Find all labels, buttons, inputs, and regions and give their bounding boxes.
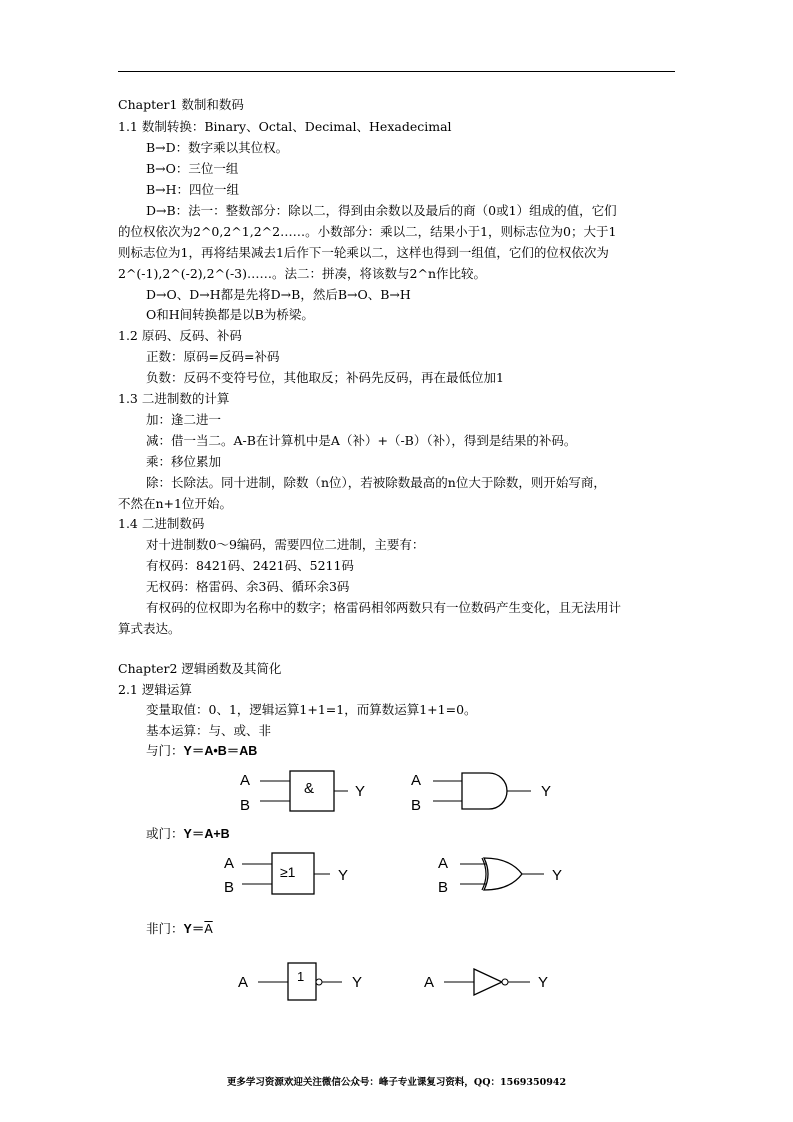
sub-line: 减：借一当二。A-B在计算机中是A（补）+（-B）（补），得到是结果的补码。 (146, 433, 577, 448)
unweighted-code-line: 无权码：格雷码、余3码、循环余3码 (146, 579, 350, 594)
section-1-3-heading: 1.3 二进制数的计算 (118, 391, 230, 406)
or-gate-expression: Y＝A+B (183, 827, 230, 841)
section-1-1-heading: 1.1 数制转换：Binary、Octal、Decimal、Hexadecimal (118, 119, 452, 134)
section-1-4-heading: 1.4 二进制数码 (118, 516, 205, 531)
and-gate-label: 与门： (146, 743, 184, 758)
header-rule (118, 71, 675, 72)
note-line-1: 有权码的位权即为名称中的数字；格雷码相邻两数只有一位数码产生变化，且无法用计 (146, 600, 622, 615)
add-line: 加：逢二进一 (146, 412, 222, 427)
or-gate-rect-symbol (218, 850, 368, 900)
and-rect-symbol-text: & (304, 780, 315, 797)
not-gate-distinctive-symbol (418, 960, 568, 1004)
and-gate-line (146, 743, 257, 759)
or-rect-symbol-text: ≥1 (280, 864, 296, 880)
or-gate-label: 或门： (146, 826, 184, 841)
not-gate-expression-prefix: Y＝ (183, 922, 205, 936)
not-rect-symbol-text: 1 (297, 969, 305, 984)
not-gate-rect-symbol (232, 960, 382, 1004)
basic-ops-line: 基本运算：与、或、非 (146, 723, 272, 738)
and-gate-expression: Y＝A•B＝AB (183, 744, 258, 758)
d-to-b-line-4: 2^(-1),2^(-2),2^(-3)……。法二：拼凑，将该数与2^n作比较。 (118, 266, 486, 281)
and-dist-input-b: B (411, 797, 422, 814)
weighted-code-line: 有权码：8421码、2421码、5211码 (146, 558, 354, 573)
or-dist-input-a: A (438, 855, 449, 872)
or-rect-output-y: Y (338, 867, 349, 884)
not-rect-output-y: Y (352, 974, 363, 991)
or-dist-output-y: Y (552, 867, 563, 884)
mul-line: 乘：移位累加 (146, 454, 222, 469)
chapter1-title: Chapter1 数制和数码 (118, 97, 244, 112)
not-dist-output-y: Y (538, 974, 549, 991)
not-gate-label: 非门： (146, 921, 184, 936)
or-dist-input-b: B (438, 879, 449, 896)
and-dist-output-y: Y (541, 783, 552, 800)
values-line: 变量取值：0、1，逻辑运算1+1=1，而算数运算1+1=0。 (146, 702, 477, 717)
and-rect-input-b: B (240, 797, 251, 814)
footer-text: 更多学习资源欢迎关注微信公众号：峰子专业课复习资料，QQ：1569350942 (226, 1077, 567, 1088)
d-to-b-line-2: 的位权依次为2^0,2^1,2^2……。小数部分：乘以二，结果小于1，则标志位为0；大于1 (118, 224, 617, 239)
not-dist-input-a: A (424, 974, 435, 991)
b-to-h-line: B→H：四位一组 (146, 182, 240, 197)
and-gate-distinctive-symbol (405, 768, 565, 816)
note-line-2: 算式表达。 (118, 621, 181, 636)
d-to-b-line-3: 则标志位为1，再将结果减去1后作下一轮乘以二，这样也得到一组值，它们的位权依次为 (118, 245, 609, 260)
positive-line: 正数：原码=反码=补码 (146, 349, 280, 364)
or-rect-input-b: B (224, 879, 235, 896)
and-dist-input-a: A (411, 772, 422, 789)
or-gate-line (146, 826, 230, 842)
b-to-d-line: B→D：数字乘以其位权。 (146, 140, 289, 155)
not-gate-line (146, 921, 213, 937)
and-rect-input-a: A (240, 772, 251, 789)
div-line-1: 除：长除法。同十进制，除数（n位），若被除数最高的n位大于除数，则开始写商， (146, 475, 606, 490)
div-line-2: 不然在n+1位开始。 (118, 496, 232, 511)
o-h-bridge-line: O和H间转换都是以B为桥梁。 (146, 307, 314, 322)
bcd-intro-line: 对十进制数0～9编码，需要四位二进制，主要有： (146, 537, 425, 552)
chapter2-title: Chapter2 逻辑函数及其简化 (118, 661, 282, 676)
and-rect-output-y: Y (355, 783, 366, 800)
not-rect-input-a: A (238, 974, 249, 991)
or-gate-distinctive-symbol (432, 850, 572, 900)
not-gate-expression-var: $\overline{A}$ (204, 922, 213, 936)
section-1-2-heading: 1.2 原码、反码、补码 (118, 328, 242, 343)
b-to-o-line: B→O：三位一组 (146, 161, 239, 176)
d-to-oh-line: D→O、D→H都是先将D→B，然后B→O、B→H (146, 287, 411, 302)
d-to-b-line-1: D→B：法一：整数部分：除以二，得到由余数以及最后的商（0或1）组成的值，它们 (146, 203, 617, 218)
and-gate-rect-symbol (230, 768, 380, 816)
or-rect-input-a: A (224, 855, 235, 872)
section-2-1-heading: 2.1 逻辑运算 (118, 682, 192, 697)
negative-line: 负数：反码不变符号位，其他取反；补码先反码，再在最低位加1 (146, 370, 504, 385)
